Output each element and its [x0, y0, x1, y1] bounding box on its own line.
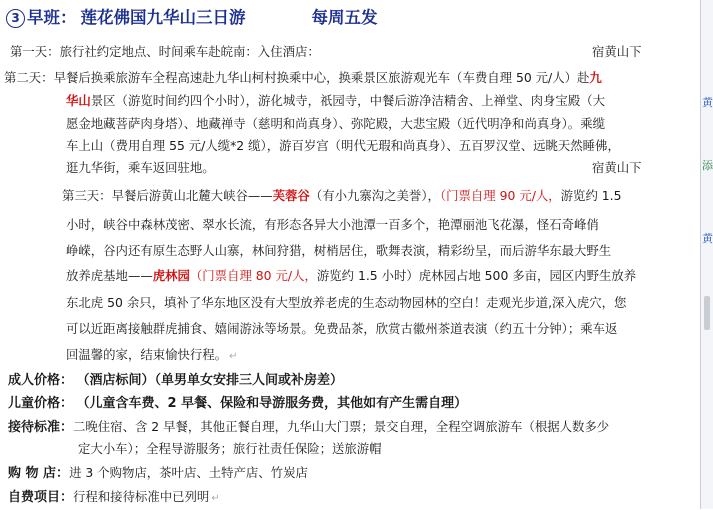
- day3-text: 放养虎基地——: [66, 268, 153, 283]
- side-glyph-1: 黄: [702, 96, 713, 109]
- child-price-label: 儿童价格：: [8, 396, 74, 411]
- tour-name: 莲花佛国九华山三日游: [80, 8, 246, 27]
- paragraph-mark-icon: ↵: [229, 351, 238, 362]
- day3-text: 早餐后游黄山北麓大峡谷——: [111, 188, 273, 203]
- day2-line-3: 愿金地藏菩萨肉身塔）、地藏禅寺（慈明和尚真身）、弥陀殿，大悲宝殿（近代明净和尚真身）。乘缆: [66, 116, 605, 131]
- shopping-label: 购 物 店：: [8, 466, 70, 481]
- day1-label: 第一天：: [10, 44, 60, 59]
- scrollbar-thumb[interactable]: [704, 296, 710, 330]
- reception-standard-text: 二晚住宿、含 2 早餐，其他正餐自理，九华山大门票；景交自理，全程空调旅游车（根据人数多少: [73, 419, 610, 434]
- reception-standard-row-2: 定大小车）；全程导游服务；旅行社责任保险；送旅游帽: [78, 441, 382, 456]
- day2-line-1: [4, 67, 602, 89]
- day3-text: 回温馨的家，结束愉快行程。: [66, 347, 228, 362]
- child-price-row: [8, 393, 467, 415]
- day3-line-5: 东北虎 50 余只，填补了华东地区没有大型放养老虎的生态动物园林的空白！走观光步道,深入虎穴，您: [66, 295, 627, 310]
- side-glyph-2: 添: [702, 159, 713, 172]
- day2-line-5: 逛九华街，乘车返回驻地。: [66, 160, 215, 175]
- furonggu-highlight: 芙蓉谷: [272, 188, 310, 203]
- hulinyuan-highlight: 虎林园: [152, 268, 190, 283]
- self-paid-label: 自费项目：: [8, 490, 74, 505]
- day2-label: 第二天：: [4, 70, 54, 85]
- jiuhuashan-highlight: 九: [589, 70, 602, 85]
- furonggu-ticket-price: （门票自理 90 元/人，: [439, 188, 561, 203]
- day3-text: 游览约 1.5 小时）虎林园占地 500 多亩，园区内野生放养: [316, 268, 637, 283]
- adult-price-label: 成人价格：: [8, 373, 74, 388]
- adult-price-text: （酒店标间）（单男单女安排三人间或补房差）: [83, 373, 344, 388]
- hulinyuan-ticket-price: （门票自理 80 元/人，: [189, 268, 317, 283]
- side-panel-scrollbar[interactable]: [700, 0, 713, 509]
- jiuhuashan-highlight-cont: 华山: [66, 93, 91, 108]
- day3-line-7: [66, 344, 237, 368]
- day1-line: [10, 41, 320, 63]
- departure-schedule: 每周五发: [311, 8, 378, 27]
- itinerary-title: [6, 4, 378, 28]
- day3-line-4: [66, 265, 636, 287]
- child-price-text: （儿童含车费、2 早餐、保险和导游服务费，其他如有产生需自理）: [83, 396, 468, 411]
- day3-line-3: 峥嵘，谷内还有原生态野人山寨，林间狩猎，树梢居住，歌舞表演，精彩纷呈，而后游华东最大野生: [66, 243, 612, 258]
- day2-text: 早餐后换乘旅游车全程高速赴九华山柯村换乘中心，换乘景区旅游观光车（车费自理 50 元/人）赴: [53, 70, 590, 85]
- day1-hotel: 宿黄山下: [592, 44, 642, 59]
- paragraph-mark-icon: ↵: [211, 493, 220, 504]
- day3-text: （有小九寨沟之美誉），: [309, 188, 440, 203]
- circled-number-badge: 3: [6, 9, 25, 28]
- shopping-row: [8, 462, 308, 485]
- day3-line-2: 小时，峡谷中森林茂密、翠水长流，有形态各异大小池潭一百多个，艳潭丽池飞花瀑，怪石奇峰俏: [66, 217, 599, 232]
- day3-text: 游览约 1.5: [560, 188, 622, 203]
- day2-text: 景区（游览时间约四个小时），游化城寺，祇园寺，中餐后游净洁精舍、上禅堂、肉身宝殿（大: [90, 93, 605, 108]
- day3-line-1: [62, 185, 622, 207]
- reception-standard-label: 接待标准：: [8, 420, 74, 435]
- reception-standard-row: [8, 416, 609, 439]
- day1-text: 旅行社约定地点、时间乘车赴皖南：入住酒店：: [59, 44, 320, 59]
- day3-label: 第三天：: [62, 188, 112, 203]
- adult-price-row: [8, 370, 343, 392]
- day2-line-4: 车上山（费用自理 55 元/人缆*2 缆），游百岁宫（明代无瑕和尚真身）、五百罗汉堂、远眺天然睡佛，: [66, 138, 620, 153]
- self-paid-row: [8, 486, 220, 510]
- day3-line-6: 可以近距离接触群虎捕食、嬉闹游泳等场景。免费品茶，欣赏古徽州茶道表演（约五十分钟）；乘车返: [66, 321, 618, 336]
- shopping-text: 进 3 个购物店，茶叶店、土特产店、竹炭店: [69, 465, 308, 480]
- title-prefix: 早班：: [27, 8, 77, 27]
- side-glyph-3: 黄: [702, 232, 713, 245]
- day2-hotel: 宿黄山下: [592, 160, 642, 175]
- self-paid-text: 行程和接待标准中已列明: [73, 489, 210, 504]
- day2-line-2: [66, 90, 605, 112]
